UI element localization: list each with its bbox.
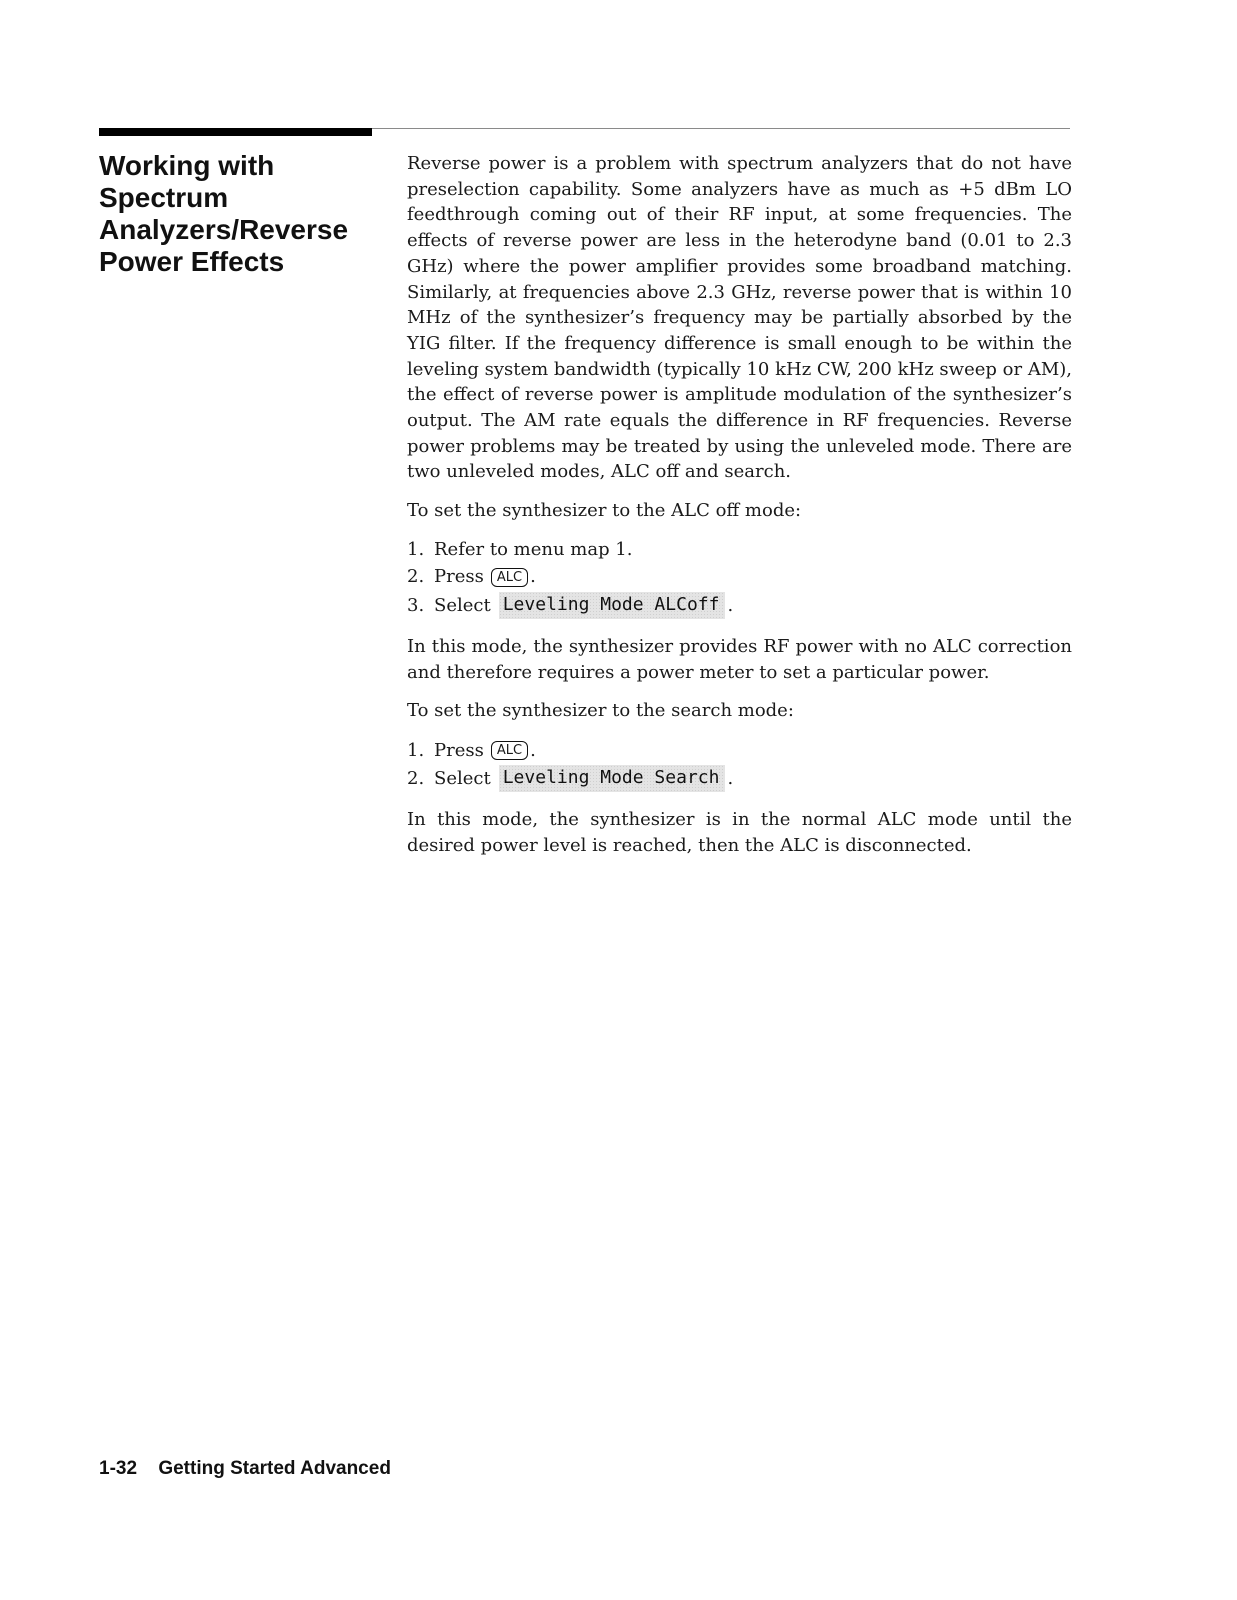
- list-item: [407, 537, 1072, 564]
- page-footer: [99, 1458, 391, 1480]
- list-item: [407, 591, 1072, 621]
- heading-line: Power Effects: [99, 246, 285, 277]
- list-item: [407, 764, 1072, 794]
- alc-off-steps: [407, 537, 1072, 621]
- step-text: Press: [434, 566, 484, 588]
- intro-paragraph: Reverse power is a problem with spectrum analyzers that do not have preselection capability. Some analyzers have as much as +5 dBm LO feedthrough coming out of their RF input, at some frequencies. The effects of reverse power are less in the heterodyne band (0.01 to 2.3 GHz) where the power amplifier provides some broadband matching. Similarly, at frequencies above 2.3 GHz, reverse power that is within 10 MHz of the synthesizer’s frequency may be partially absorbed by the YIG filter. If the frequency difference is small enough to be within the leveling system bandwidth (typically 10 kHz CW, 200 kHz sweep or AM), the effect of reverse power is amplitude modulation of the synthesizer’s output. The AM rate equals the difference in RF frequencies. Reverse power problems may be treated by using the unleveled mode. There are two unleveled modes, ALC off and search.: [407, 153, 1072, 483]
- page-number: 1-32: [99, 1458, 138, 1479]
- step-number: 1.: [407, 539, 425, 561]
- heading-line: Analyzers/Reverse: [99, 214, 349, 245]
- step-punct: .: [530, 739, 536, 761]
- step-text: Select: [434, 594, 491, 616]
- list-item: [407, 564, 1072, 591]
- step-number: 1.: [407, 739, 425, 761]
- step-text: Select: [434, 768, 491, 790]
- section-heading: [99, 150, 369, 278]
- step-number: 2.: [407, 768, 425, 790]
- footer-section-title: Getting Started Advanced: [158, 1458, 391, 1479]
- step-number: 3.: [407, 594, 425, 616]
- alc-hardkey: ALC: [491, 568, 528, 587]
- step-text: Refer to menu map 1.: [434, 539, 633, 561]
- body-column: [407, 151, 1072, 858]
- search-description: In this mode, the synthesizer is in the normal ALC mode until the desired power level is reached, then the ALC is disconnected.: [407, 808, 1072, 856]
- alc-off-description: In this mode, the synthesizer provides RF power with no ALC correction and therefore requires a power meter to set a particular power.: [407, 635, 1072, 683]
- alc-off-intro: To set the synthesizer to the ALC off mode:: [407, 500, 802, 522]
- leveling-mode-alcoff-softkey: Leveling Mode ALCoff: [499, 592, 726, 619]
- alc-hardkey: ALC: [491, 741, 528, 760]
- heading-line: Working with: [99, 150, 275, 181]
- step-punct: .: [727, 594, 734, 616]
- section-rule-thick: [99, 128, 372, 136]
- list-item: [407, 737, 1072, 764]
- step-number: 2.: [407, 566, 425, 588]
- heading-line: Spectrum: [99, 182, 229, 213]
- step-text: Press: [434, 739, 484, 761]
- search-intro: To set the synthesizer to the search mode:: [407, 700, 794, 722]
- leveling-mode-search-softkey: Leveling Mode Search: [499, 765, 726, 792]
- step-punct: .: [530, 566, 536, 588]
- step-punct: .: [727, 768, 734, 790]
- search-steps: [407, 737, 1072, 794]
- section-rule-thin: [372, 128, 1070, 129]
